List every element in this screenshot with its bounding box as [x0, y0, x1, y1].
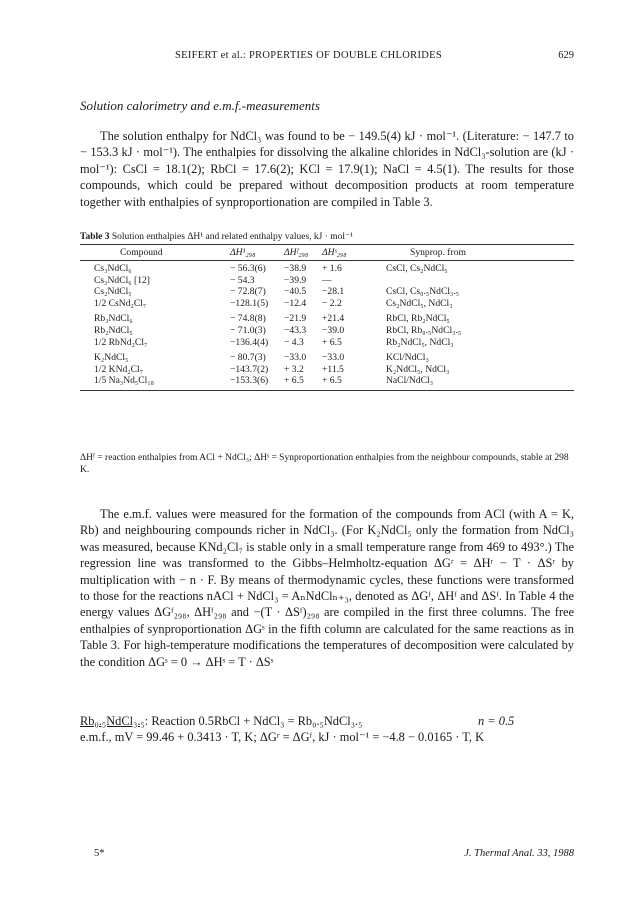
paragraph-text: The solution enthalpy for NdCl₃ was found to be − 149.5(4) kJ · mol⁻¹. (Literature: − 147.7 to − 153.3 kJ · mol⁻¹). The enthalpies for dissolving the alkaline chlorides in NdCl₃-solution are (kJ · mol⁻¹): CsCl = 18.1(2); RbCl = 17.6(2); KCl = 17.9(1); NaCl = 4.5(1). The results for those compounds, which could be prepared without decomposition products at room temperature together with enthalpies of synproportionation are compiled in Table 3.: [80, 129, 574, 209]
table-row: [80, 275, 574, 287]
cell-dh1: − 71.0(3): [230, 324, 266, 336]
cell-dhs: +21.4: [322, 313, 345, 325]
header-dhs: ΔHˢ₂₉₈: [322, 247, 347, 258]
table-row: [80, 286, 574, 298]
cell-synprop: Cs₂NdCl₅, NdCl₃: [386, 297, 453, 309]
cell-dhs: +11.5: [322, 363, 344, 375]
cell-synprop: RbCl, Rb₂NdCl₅: [386, 313, 450, 325]
cell-compound: Rb₂NdCl₅: [94, 324, 133, 336]
cell-dhs: + 1.6: [322, 263, 342, 274]
cell-dh1: −153.3(6): [230, 375, 269, 387]
table-caption: [80, 231, 353, 242]
cell-synprop: KCl/NdCl₃: [386, 352, 429, 364]
section-title: Solution calorimetry and e.m.f.-measurements: [80, 98, 320, 113]
paragraph-emf: [80, 506, 574, 670]
cell-dhf: −39.9: [284, 274, 307, 286]
cell-compound: Rb₃NdCl₆: [94, 313, 133, 325]
header-dh1: ΔH¹₂₉₈: [230, 247, 256, 258]
cell-synprop: K₂NdCl₅, NdCl₃: [386, 363, 450, 375]
paragraph-text: The e.m.f. values were measured for the formation of the compounds from ACl (with A = K, Rb) and neighbouring compounds richer in NdCl₃. (For K₂NdCl₅ only the formation from NdCl₃ was measured, because KNd₂Cl₇ is stable only in a small temperature range from 469 to 493°.) The regression line was transformed to the Gibbs–Helmholtz-equation ΔGʳ = ΔHʳ − T · ΔSʳ by multiplication with − n · F. By means of thermodynamic cycles, these functions were transformed to those for the reactions nACl + NdCl₃ = AₙNdClₙ₊₃, denoted as ΔGᶠ, ΔHᶠ and ΔSᶠ. In Table 4 the energy values ΔGᶠ₂₉₈, ΔHᶠ₂₉₈ and −(T · ΔSᶠ)₂₉₈ are compiled in the first three columns. The free enthalpies of synproportionation ΔGˢ in the fifth column are calculated for the same reactions as in Table 3. For high-temperature modifications the temperatures of decomposition were calculated by the condition ΔGˢ = 0 → ΔHˢ = T · ΔSˢ: [80, 507, 574, 669]
table-row: [80, 352, 574, 364]
cell-compound: 1/5 Na₃Nd₅Cl₁₈: [94, 375, 155, 387]
table-row: [80, 263, 574, 275]
cell-dh1: −143.7(2): [230, 363, 269, 375]
table-caption-text: Solution enthalpies ΔH¹ and related enthalpy values, kJ · mol⁻¹: [111, 232, 353, 242]
footer-signature: 5*: [94, 848, 105, 859]
cell-compound: 1/2 CsNd₂Cl₇: [94, 297, 147, 309]
cell-compound: 1/2 RbNd₂Cl₇: [94, 336, 148, 348]
cell-synprop: CsCl, Cs₂NdCl₅: [386, 263, 448, 274]
cell-dhs: −28.1: [322, 286, 345, 298]
table-row: [80, 313, 574, 325]
reaction-line: [80, 713, 574, 729]
cell-compound: 1/2 KNd₂Cl₇: [94, 363, 144, 375]
table-header-row: [80, 245, 574, 260]
cell-dhf: −40.5: [284, 286, 307, 298]
table-row: [80, 325, 574, 337]
cell-dh1: −136.4(4): [230, 336, 269, 348]
cell-dhs: − 2.2: [322, 297, 342, 309]
cell-dhs: −33.0: [322, 352, 345, 364]
table-row: [80, 364, 574, 376]
cell-dhs: + 6.5: [322, 336, 342, 348]
cell-synprop: NaCl/NdCl₃: [386, 375, 434, 387]
reaction-n: n = 0.5: [478, 714, 515, 728]
table-row: [80, 337, 574, 349]
reaction-block: [80, 713, 574, 745]
cell-dhf: −33.0: [284, 352, 307, 364]
cell-dhs: + 6.5: [322, 375, 342, 387]
cell-compound: Cs₂NdCl₅: [94, 286, 132, 298]
cell-dh1: − 56.3(6): [230, 263, 266, 274]
emf-equation: e.m.f., mV = 99.46 + 0.3413 · T, K; ΔGʳ = ΔGᶠ, kJ · mol⁻¹ = −4.8 − 0.0165 · T, K: [80, 730, 485, 744]
header-compound: Compound: [120, 247, 163, 258]
cell-compound: Cs₃NdCl₆: [94, 263, 132, 274]
header-synprop: Synprop. from: [410, 247, 466, 258]
table-3: [80, 244, 574, 391]
cell-compound: K₂NdCl₅: [94, 352, 129, 364]
cell-dhf: + 6.5: [284, 375, 304, 387]
reaction-compound: Rb₀.₅NdCl₃.₅: [80, 714, 145, 728]
page-number: 629: [558, 50, 574, 61]
cell-compound: Cs₃NdCl₆ [12]: [94, 274, 150, 286]
cell-dhf: −21.9: [284, 313, 307, 325]
cell-synprop: CsCl, Cs₀.₅NdCl₃.₅: [386, 286, 460, 298]
footer-journal: J. Thermal Anal. 33, 1988: [464, 848, 574, 859]
cell-dh1: − 72.8(7): [230, 286, 266, 298]
cell-dhs: −39.0: [322, 324, 345, 336]
header-dhf: ΔHᶠ₂₉₈: [284, 247, 309, 258]
table-label: Table 3: [80, 232, 110, 242]
cell-dhf: − 4.3: [284, 336, 304, 348]
cell-synprop: RbCl, Rb₀.₅NdCl₃.₅: [386, 324, 462, 336]
table-row: [80, 375, 574, 387]
cell-dh1: − 74.8(8): [230, 313, 266, 325]
cell-dh1: − 54.3: [230, 274, 255, 286]
cell-synprop: Rb₂NdCl₅, NdCl₃: [386, 336, 454, 348]
table-bottom-rule: [80, 390, 574, 391]
cell-dhs: —: [322, 274, 332, 286]
cell-dh1: − 80.7(3): [230, 352, 266, 364]
cell-dhf: + 3.2: [284, 363, 304, 375]
reaction-equation: : Reaction 0.5RbCl + NdCl₃ = Rb₀.₅NdCl₃.₅: [144, 714, 363, 728]
cell-dhf: −38.9: [284, 263, 307, 274]
cell-dhf: −12.4: [284, 297, 307, 309]
cell-dhf: −43.3: [284, 324, 307, 336]
cell-dh1: −128.1(5): [230, 297, 269, 309]
table-row: [80, 298, 574, 310]
paragraph-solution-enthalpy: [80, 128, 574, 210]
table-footnote: ΔHᶠ = reaction enthalpies from ACl + NdCl₃; ΔHˢ = Synproportionation enthalpies from the neighbour compounds, stable at 298 K.: [80, 453, 569, 475]
running-title: SEIFERT et al.: PROPERTIES OF DOUBLE CHLORIDES: [175, 50, 442, 61]
